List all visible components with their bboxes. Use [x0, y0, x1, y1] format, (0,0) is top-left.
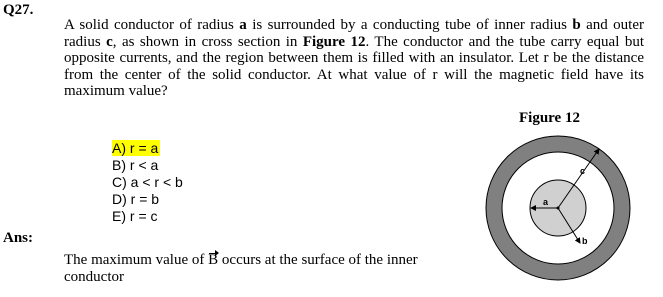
- option-c[interactable]: [112, 174, 183, 191]
- vector-b-symbol: B: [208, 252, 219, 268]
- option-text: a < r < b: [130, 174, 183, 190]
- option-letter: D): [112, 191, 127, 207]
- question-text-part: A solid conductor of radius: [64, 17, 240, 33]
- option-text: r < a: [129, 157, 159, 173]
- question-number: Q27.: [3, 2, 34, 18]
- label-a: a: [543, 197, 549, 207]
- question-text-part: and outer radius: [64, 17, 644, 50]
- answer-text-part: occurs at the surface of the inner conductor: [64, 252, 418, 285]
- radius-c-symbol: c: [106, 33, 113, 50]
- label-c: c: [580, 166, 586, 176]
- answer-text: [64, 252, 444, 286]
- answer-label: Ans:: [3, 230, 34, 246]
- option-text: r = a: [129, 140, 159, 156]
- question-text-part: . The conductor and the tube carry equal but opposite currents, and the region between them is filled with an insulator. Let r be the distance from the center of the solid conductor. At what value of r will the magnetic field have its maximum value?: [64, 33, 644, 99]
- option-a-highlight: [112, 140, 160, 156]
- answer-text-part: The maximum value of: [64, 252, 209, 268]
- question-text-part: , as shown in cross section in: [112, 33, 303, 50]
- radius-b-symbol: b: [572, 17, 581, 33]
- question-text-part: is surrounded by a conducting tube of inner radius: [246, 17, 573, 33]
- option-text: r = b: [130, 191, 160, 207]
- option-letter: E): [112, 208, 126, 224]
- option-letter: A): [112, 140, 126, 156]
- option-d[interactable]: [112, 191, 183, 208]
- option-letter: B): [112, 157, 126, 173]
- coaxial-cross-section-figure: [483, 127, 653, 297]
- radius-a-symbol: a: [239, 17, 247, 33]
- option-e[interactable]: [112, 208, 183, 225]
- figure-caption: Figure 12: [519, 110, 580, 126]
- answer-options: [112, 140, 183, 225]
- option-text: r = c: [129, 208, 158, 224]
- option-a[interactable]: [112, 140, 183, 157]
- question-text: [64, 17, 644, 100]
- figure-reference: Figure 12: [302, 33, 366, 50]
- option-letter: C): [112, 174, 127, 190]
- label-b: b: [582, 236, 588, 246]
- option-b[interactable]: [112, 157, 183, 174]
